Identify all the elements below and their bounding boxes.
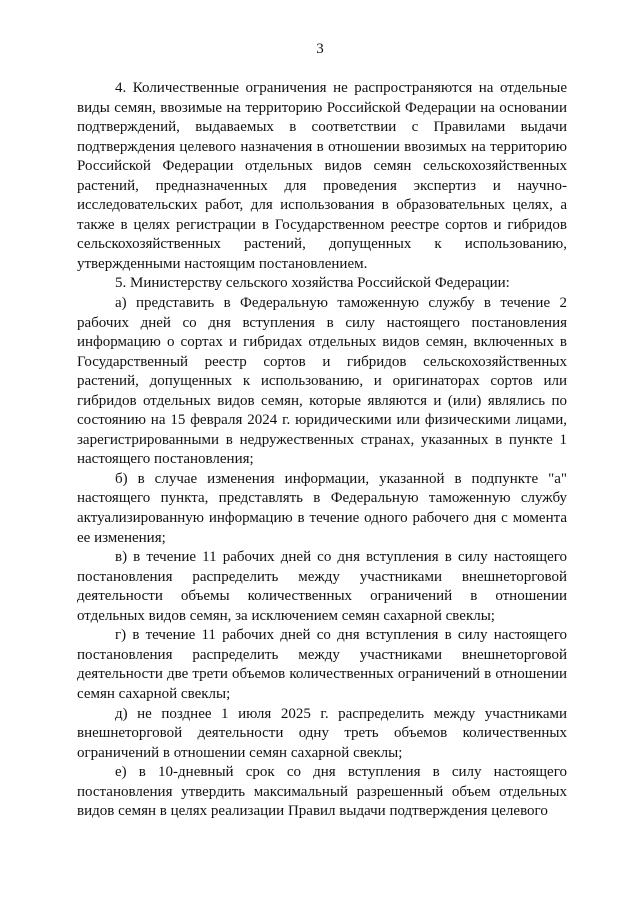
subparagraph-d: д) не позднее 1 июля 2025 г. распределить между участниками внешнеторговой деятельности одну треть объемов количественных ограничений в отношении семян сахарной свеклы; (77, 705, 567, 761)
subparagraph-v: в) в течение 11 рабочих дней со дня вступления в силу настоящего постановления распределить между участниками внешнеторговой деятельности объемы количественных ограничений в отношении отдельных видов семян, за исключением семян сахарной свеклы; (77, 549, 567, 624)
page-number: 3 (316, 41, 324, 57)
paragraph-item-5: 5. Министерству сельского хозяйства Российской Федерации: (115, 275, 510, 292)
subparagraph-g: г) в течение 11 рабочих дней со дня вступления в силу настоящего постановления распределить между участниками внешнеторговой деятельности две трети объемов количественных ограничений в отношении семян сахарной свеклы; (77, 627, 567, 702)
document-body (77, 79, 567, 822)
subparagraph-b: б) в случае изменения информации, указанной в подпункте "а" настоящего пункта, представлять в Федеральную таможенную службу актуализированную информацию в течение одного рабочего дня с момента ее изменения; (77, 470, 567, 546)
paragraph-item-4: 4. Количественные ограничения не распространяются на отдельные виды семян, ввозимые на территорию Российской Федерации на основании подтверждений, выдаваемых в соответствии с Правилами выдачи подтверждения целевого назначения в отношении ввозимых на территорию Российской Федерации отдельных видов семян сельскохозяйственных растений, предназначенных для проведения экспертиз и научно-исследовательских работ, для использования в образовательных целях, а также в целях регистрации в Государственном реестре сортов и гибридов сельскохозяйственных растений, допущенных к использованию, утвержденными настоящим постановлением. (77, 80, 567, 272)
subparagraph-a: а) представить в Федеральную таможенную службу в течение 2 рабочих дней со дня вступления в силу настоящего постановления информацию о сортах и гибридах отдельных видов семян, включенных в Государственный реестр сортов и гибридов сельскохозяйственных растений, допущенных к использованию, и оригинаторах сортов или гибридов отдельных видов семян, которые являются и (или) являлись по состоянию на 15 февраля 2024 г. юридическими или физическими лицами, зарегистрированными в недружественных странах, указанных в пункте 1 настоящего постановления; (77, 295, 567, 468)
subparagraph-e: е) в 10-дневный срок со дня вступления в силу настоящего постановления утвердить максимальный разрешенный объем отдельных видов семян в целях реализации Правил выдачи подтверждения целевого (77, 764, 567, 820)
